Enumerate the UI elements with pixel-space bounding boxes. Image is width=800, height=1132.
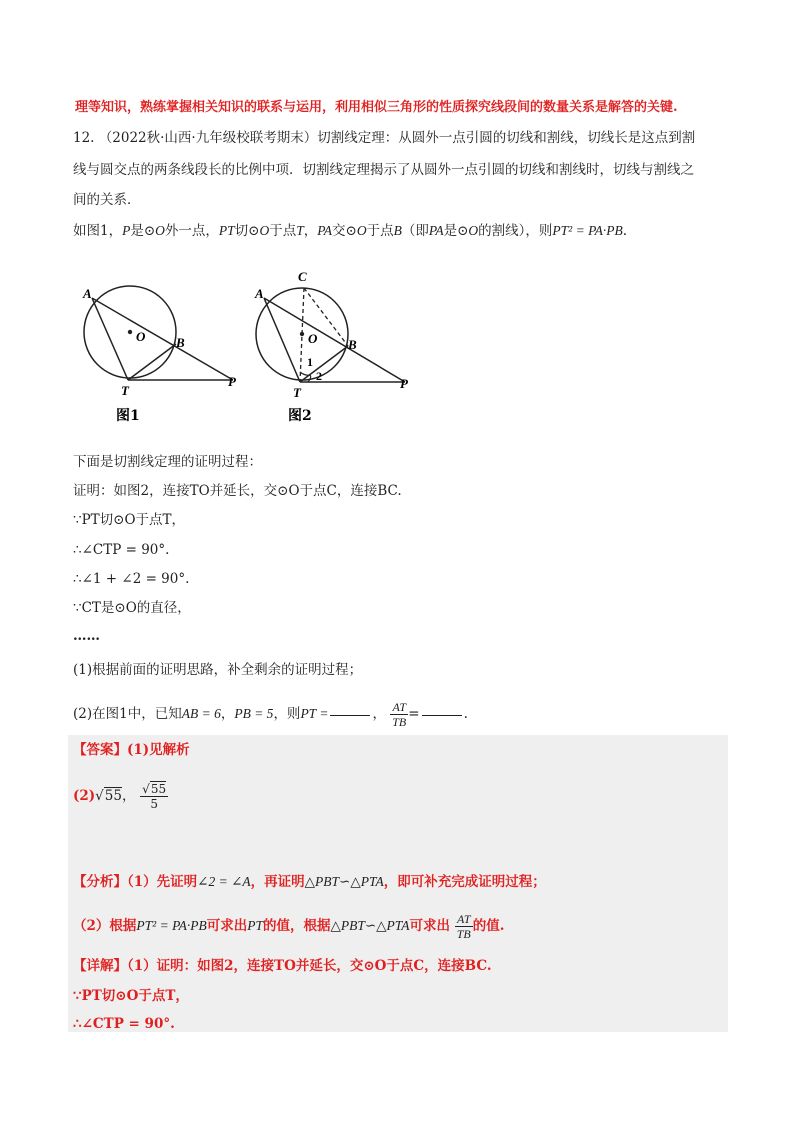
- fig2-label-T: T: [293, 385, 301, 400]
- fig1-label-B: B: [176, 335, 185, 350]
- problem-intro-line-3: 间的关系．: [73, 192, 141, 208]
- answer-line-2: (2)√55， $\frac{√55}{5}$: [73, 782, 167, 811]
- figure-2: [250, 262, 430, 432]
- fig1-center-dot: [128, 330, 132, 334]
- answer-label: 【答案】: [73, 742, 127, 758]
- fig2-label-P: P: [400, 376, 408, 391]
- proof-line-2: ∵PT切⊙O于点T，: [73, 512, 186, 528]
- fig2-chord-AT: [264, 298, 300, 382]
- fig1-label-P: P: [228, 374, 236, 389]
- fig2-label-C: C: [298, 269, 307, 284]
- fig1-label-O: O: [136, 329, 146, 344]
- fig1-chord-TB: [128, 344, 176, 380]
- fig2-caption: 图2: [288, 408, 312, 424]
- answer-blank-1: [330, 715, 370, 716]
- proof-intro: 下面是切割线定理的证明过程：: [73, 454, 262, 470]
- problem-number: 12.: [73, 130, 95, 146]
- answer-part1: (1)见解析: [127, 742, 190, 758]
- problem-statement: 如图1，P是⊙O外一点，PT切⊙O于点T，PA交⊙O于点B（即PA是⊙O的割线），则PT² = PA·PB.: [73, 223, 627, 239]
- fraction-AT-TB: $\frac{AT}{TB}$: [392, 700, 407, 729]
- proof-line-5: ∵CT是⊙O的直径，: [73, 600, 191, 616]
- problem-intro-line-1: [73, 128, 695, 148]
- figure-1: [78, 262, 248, 432]
- problem-intro-1: 切割线定理：从圆外一点引圆的切线和割线，切线长是这点到割: [317, 130, 696, 146]
- answer-line-1: [73, 740, 190, 760]
- detail-line-3: ∴∠CTP = 90°.: [73, 1016, 175, 1032]
- top-red-line: 理等知识，熟练掌握相关知识的联系与运用，利用相似三角形的性质探究线段间的数量关系是解答的关键.: [75, 100, 678, 115]
- fig2-label-A: A: [255, 286, 264, 301]
- fig2-center-dot: [300, 332, 304, 336]
- fig1-label-A: A: [83, 286, 92, 301]
- fig1-label-T: T: [121, 383, 129, 398]
- proof-line-3: ∴∠CTP = 90°.: [73, 542, 170, 558]
- problem-source: （2022秋·山西·九年级校联考期末）: [98, 130, 318, 146]
- answer-fraction: $\frac{√55}{5}$: [142, 782, 167, 811]
- detail-label: 【详解】: [73, 958, 127, 974]
- proof-line-1: 证明：如图2，连接TO并延长，交⊙O于点C，连接BC.: [73, 483, 402, 499]
- analysis-label: 【分析】: [73, 874, 127, 890]
- proof-line-4: ∴∠1 + ∠2 = 90°.: [73, 571, 190, 587]
- proof-ellipsis: ……: [73, 628, 100, 644]
- fig1-caption: 图1: [116, 408, 140, 424]
- fig2-label-B: B: [348, 337, 357, 352]
- analysis-line-2: （2）根据PT² = PA·PB可求出PT的值，根据△PBT∽△PTA可求出 $\frac{AT}{TB}$ 的值.: [73, 912, 505, 941]
- fig2-label-1: 1: [307, 355, 313, 369]
- analysis-line-1: 【分析】（1）先证明∠2 = ∠A，再证明△PBT∽△PTA，即可补充完成证明过程；: [73, 874, 546, 890]
- problem-intro-line-2: 线与圆交点的两条线段长的比例中项．切割线定理揭示了从圆外一点引圆的切线和割线时，切线与割线之: [73, 162, 694, 178]
- fig1-secant-AP: [92, 298, 233, 380]
- question-1: (1)根据前面的证明思路，补全剩余的证明过程；: [73, 662, 363, 678]
- fig2-label-2: 2: [316, 369, 322, 383]
- detail-line-1: 【详解】（1）证明：如图2，连接TO并延长，交⊙O于点C，连接BC.: [73, 958, 492, 974]
- question-2: (2)在图1中，已知AB = 6，PB = 5，则PT = ， $\frac{AT}{TB}$ = .: [73, 700, 468, 729]
- fig2-label-O: O: [308, 331, 318, 346]
- fig1-chord-AT: [92, 298, 128, 380]
- fig2-angle-1-arc: [300, 372, 310, 375]
- answer-blank-2: [422, 715, 462, 716]
- fig2-secant-AP: [264, 298, 405, 382]
- detail-line-2: ∵PT切⊙O于点T，: [73, 988, 189, 1004]
- analysis-fraction: $\frac{AT}{TB}$: [456, 912, 471, 941]
